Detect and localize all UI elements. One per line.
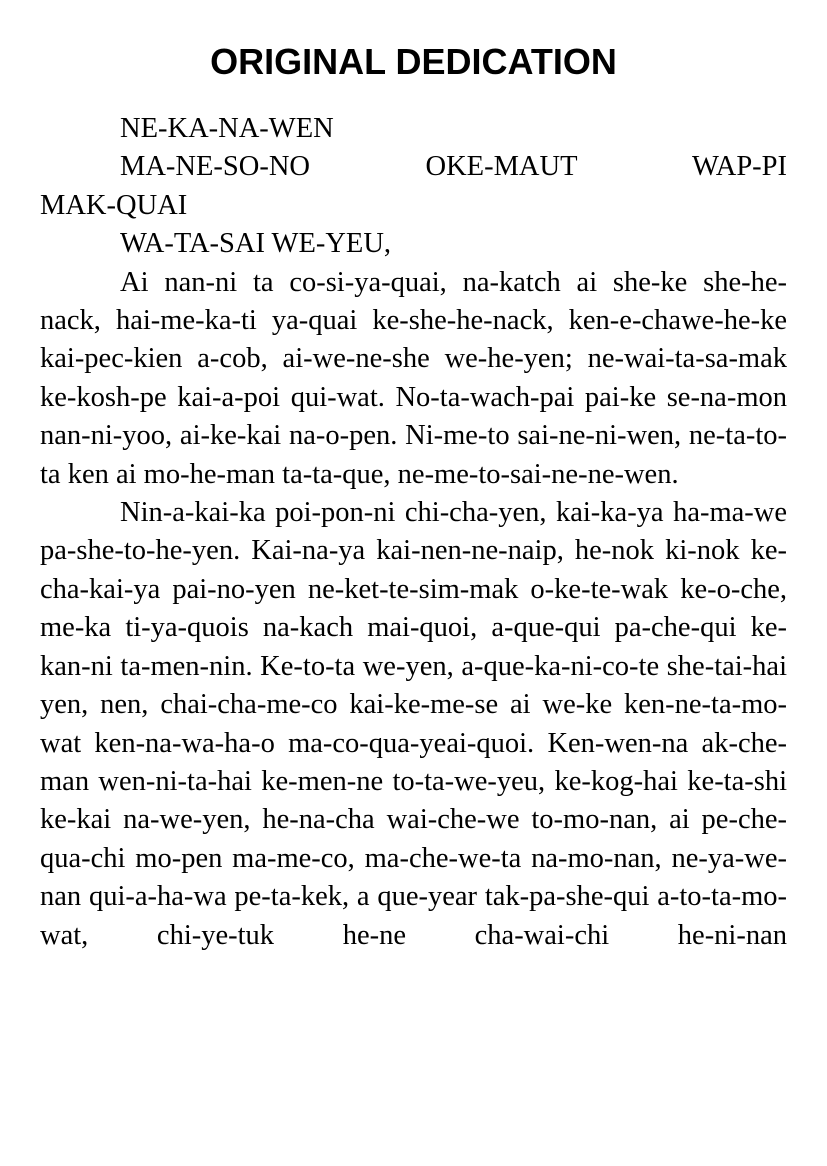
paragraph-salutation-line-2: MA-NE-SO-NO OKE-MAUT WAP-PI — [120, 151, 787, 183]
paragraph-salutation-line-1: NE-KA-NA-WEN — [120, 113, 334, 144]
document-body — [40, 110, 787, 955]
paragraph-salutation-line-2-continued: MAK-QUAI — [40, 189, 188, 221]
page-title: ORIGINAL DEDICATION — [210, 41, 617, 82]
document-page — [40, 36, 787, 955]
paragraph-body-1: Ai nan-ni ta co-si-ya-quai, na-katch ai she-ke she-he-nack, hai-me-ka-ti ya-quai ke-she-he-nack, ken-e-chawe-he-ke kai-pec-kien a-cob, ai-we-ne-she we-he-yen; ne-wai-ta-sa-mak ke-kosh-pe kai-a-poi qui-wat. No-ta-wach-pai pai-ke se-na-mon nan-ni-yoo, ai-ke-kai na-o-pen. Ni-me-to sai-ne-ni-wen, ne-ta-to-ta ken ai mo-he-man ta-ta-que, ne-me-to-sai-ne-ne-wen. — [40, 266, 787, 490]
paragraph-body-2: Nin-a-kai-ka poi-pon-ni chi-cha-yen, kai-ka-ya ha-ma-we pa-she-to-he-yen. Kai-na-ya kai-nen-ne-naip, he-nok ki-nok ke-cha-kai-ya pai-no-yen ne-ket-te-sim-mak o-ke-te-wak ke-o-che, me-ka ti-ya-quois na-kach mai-quoi, a-que-qui pa-che-qui ke-kan-ni ta-men-nin. Ke-to-ta we-yen, a-que-ka-ni-co-te she-tai-hai yen, nen, chai-cha-me-co kai-ke-me-se ai we-ke ken-ne-ta-mo-wat ken-na-wa-ha-o ma-co-qua-yeai-quoi. Ken-wen-na ak-che-man wen-ni-ta-hai ke-men-ne to-ta-we-yeu, ke-kog-hai ke-ta-shi ke-kai na-we-yen, he-na-cha wai-che-we to-mo-nan, ai pe-che-qua-chi mo-pen ma-me-co, ma-che-we-ta na-mo-nan, ne-ya-we-nan qui-a-ha-wa pe-ta-kek, a que-year tak-pa-she-qui a-to-ta-mo-wat, chi-ye-tuk he-ne cha-wai-chi he-ni-nan — [40, 497, 787, 951]
paragraph-salutation-line-3: WA-TA-SAI WE-YEU, — [120, 228, 392, 260]
